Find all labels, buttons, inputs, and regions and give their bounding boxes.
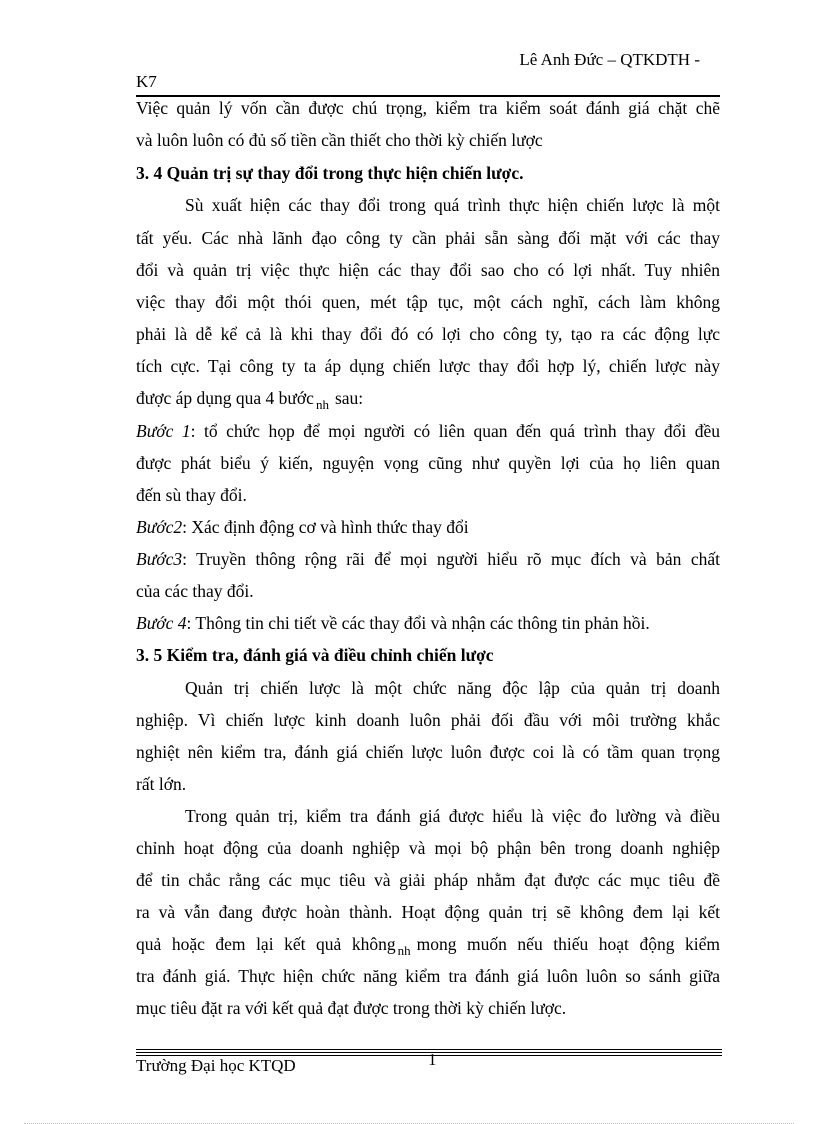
section-heading-3-5: 3. 5 Kiểm tra, đánh giá và điều chỉnh chiến lược xyxy=(136,645,494,665)
para-last-line xyxy=(136,388,720,412)
para-line: nghiệt nên kiểm tra, đánh giá chiến lược luôn được coi là có tầm quan trọng xyxy=(136,742,720,762)
step-3-text: : Truyền thông rộng rãi để mọi người hiểu rõ mục đích và bản chất xyxy=(182,549,720,569)
step-2-label: Bước2 xyxy=(136,517,183,537)
para-line: đổi và quản trị việc thực hiện các thay đổi sao cho có lợi nhất. Tuy nhiên xyxy=(136,260,720,280)
footer-school: Trường Đại học KTQD xyxy=(136,1056,296,1075)
para-line: ra và vẫn đang được hoàn thành. Hoạt động quản trị sẽ không đem lại kết xyxy=(136,902,720,922)
para-text: quả hoặc đem lại kết quả không xyxy=(136,934,396,954)
para-text: mong muốn nếu thiếu hoạt động kiểm xyxy=(416,934,720,954)
section-heading-3-4: 3. 4 Quản trị sự thay đổi trong thực hiện chiến lược. xyxy=(136,163,524,183)
header-author: Lê Anh Đức – QTKDTH - xyxy=(519,50,700,69)
step-3-label: Bước3 xyxy=(136,549,183,569)
para-line: tất yếu. Các nhà lãnh đạo công ty cần phải sẵn sàng đối mặt với các thay xyxy=(136,228,720,248)
header-class: K7 xyxy=(136,72,157,91)
step-1-text: : tổ chức họp để mọi người có liên quan đến quá trình thay đổi đều xyxy=(190,421,720,441)
step-1-line: được phát biểu ý kiến, nguyện vọng cũng như quyền lợi của họ liên quan xyxy=(136,453,720,473)
header-rule xyxy=(136,95,720,97)
step-3-line: của các thay đổi. xyxy=(136,581,254,601)
step-4-text: : Thông tin chi tiết về các thay đổi và nhận các thông tin phản hồi. xyxy=(186,613,650,633)
para-line: nghiệp. Vì chiến lược kinh doanh luôn phải đối đầu với môi trường khắc xyxy=(136,710,720,730)
para-line xyxy=(136,934,720,958)
para-line: phải là dễ kể cả là khi thay đổi đó có lợi cho công ty, tạo ra các động lực xyxy=(136,324,720,344)
para-line: Sù xuất hiện các thay đổi trong quá trình thực hiện chiến lược là một xyxy=(185,195,720,215)
step-3-line xyxy=(136,549,720,570)
para-line: mục tiêu đặt ra với kết quả đạt được trong thời kỳ chiến lược. xyxy=(136,998,567,1018)
page-number: 1 xyxy=(428,1050,437,1069)
intro-line-1: Việc quản lý vốn cần được chú trọng, kiểm tra kiểm soát đánh giá chặt chẽ xyxy=(136,98,720,118)
para-line: tra đánh giá. Thực hiện chức năng kiểm tra đánh giá luôn luôn so sánh giữa xyxy=(136,966,720,986)
step-1-line xyxy=(136,421,720,442)
para-line: tích cực. Tại công ty ta áp dụng chiến lược thay đổi hợp lý, chiến lược này xyxy=(136,356,720,376)
para-line: Quản trị chiến lược là một chức năng độc lập của quản trị doanh xyxy=(185,678,720,698)
subscript-text: nh xyxy=(315,397,329,412)
para-line: rất lớn. xyxy=(136,774,187,794)
subscript-text: nh xyxy=(397,943,411,958)
step-4-label: Bước 4 xyxy=(136,613,187,633)
para-line: để tin chắc rằng các mục tiêu và giải pháp nhằm đạt được các mục tiêu đề xyxy=(136,870,720,890)
step-1-line: đến sù thay đổi. xyxy=(136,485,247,505)
para-line: chỉnh hoạt động của doanh nghiệp và mọi bộ phận bên trong doanh nghiệp xyxy=(136,838,720,858)
step-2-text: : Xác định động cơ và hình thức thay đổi xyxy=(182,517,469,537)
step-1-label: Bước 1 xyxy=(136,421,191,441)
para-text: sau: xyxy=(334,388,364,408)
para-line: Trong quản trị, kiểm tra đánh giá được hiểu là việc đo lường và điều xyxy=(185,806,720,826)
para-line: việc thay đổi một thói quen, mét tập tục, một cách nghĩ, cách làm không xyxy=(136,292,720,312)
step-2-line xyxy=(136,517,720,538)
step-4-line xyxy=(136,613,720,634)
para-text: được áp dụng qua 4 bước xyxy=(136,388,314,408)
intro-line-2: và luôn luôn có đủ số tiền cần thiết cho thời kỳ chiến lược xyxy=(136,130,543,150)
